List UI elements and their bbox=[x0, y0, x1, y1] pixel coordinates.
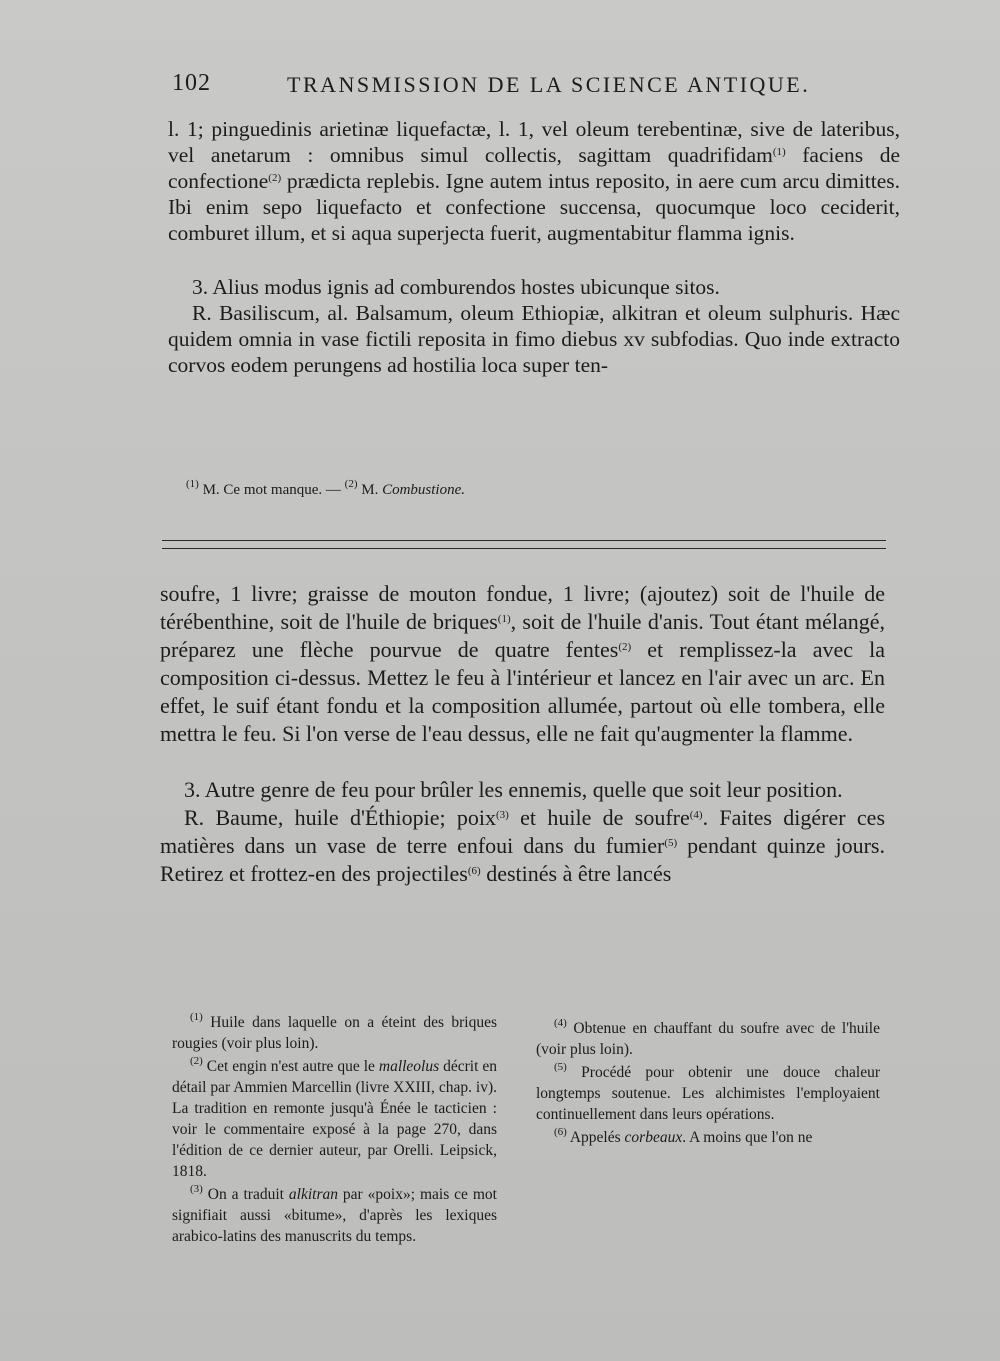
footnote-5: $^{(5)}$ Procédé pour obtenir une douce chaleur longtemps soutenue. Les alchimistes l'employaient continuellement dans leurs opérations. bbox=[536, 1061, 881, 1123]
latin-paragraph-2: 3. Alius modus ignis ad comburendos hostes ubicunque sitos. bbox=[192, 275, 720, 299]
footnote-3: $^{(3)}$ On a traduit alkitran par «poix»; mais ce mot signifiait aussi «bitume», d'après les lexiques arabico-latins des manuscrits du temps. bbox=[172, 1183, 497, 1245]
latin-paragraph-3: R. Basiliscum, al. Balsamum, oleum Ethiopiæ, alkitran et oleum sulphuris. Hæc quidem omnia in vase fictili reposita in fimo diebus xv subfodias. Quo inde extracto corvos eodem perungens ad hostilia loca super ten- bbox=[168, 301, 900, 377]
french-translation bbox=[160, 580, 885, 888]
footnote-ref: (3) bbox=[496, 809, 509, 821]
footnote-4: $^{(4)}$ Obtenue en chauffant du soufre avec de l'huile (voir plus loin). bbox=[536, 1017, 880, 1058]
latin-footnotes: $^{(1)}$ M. Ce mot manque. — $^{(2)}$ M. Combustione. bbox=[186, 478, 465, 498]
running-title: TRANSMISSION DE LA SCIENCE ANTIQUE. bbox=[287, 72, 811, 97]
footnote-ref: (5) bbox=[664, 837, 678, 849]
divider-rule bbox=[162, 548, 886, 549]
footnote-ref: (2) bbox=[268, 172, 282, 184]
footnotes-right-column bbox=[536, 1018, 880, 1150]
footnote-ref: (6) bbox=[467, 865, 481, 877]
latin-text bbox=[168, 116, 900, 378]
page-number: 102 bbox=[172, 70, 211, 96]
footnote-ref: (4) bbox=[689, 809, 703, 821]
page-header bbox=[172, 70, 812, 106]
footnotes-left-column bbox=[172, 1012, 497, 1249]
footnote-2: $^{(2)}$ Cet engin n'est autre que le malleolus décrit en détail par Ammien Marcellin (livre XXIII, chap. iv). La tradition en remonte jusqu'à Énée le tacticien : voir le commentaire exposé à la page 270, dans l'édition de ce dernier auteur, par Orelli. Leipsick, 1818. bbox=[172, 1055, 498, 1180]
footnote-ref: (1) bbox=[772, 146, 786, 158]
footnote-1: $^{(1)}$ Huile dans laquelle on a éteint des briques rougies (voir plus loin). bbox=[172, 1011, 498, 1052]
footnote-6: $^{(6)}$ Appelés corbeaux. A moins que l'on ne bbox=[554, 1126, 813, 1146]
latin-paragraph-1: l. 1; pinguedinis arietinæ liquefactæ, l. 1, vel oleum terebentinæ, sive de lateribus, vel anetarum : omnibus simul collectis, sagittam quadrifidam$^{(1)}$ faciens de confectione$^{(2)}$ prædicta replebis. Igne autem intus reposito, in aere cum arcu dimittes. Ibi enim sepo liquefacto et confectione succensa, quocumque loco ceciderit, comburet illum, et si aqua superjecta fuerit, augmentabitur flamma ignis. bbox=[168, 117, 900, 245]
french-paragraph-3: R. Baume, huile d'Éthiopie; poix$^{(3)}$ et huile de soufre$^{(4)}$. Faites digérer ces matières dans un vase de terre enfoui dans du fumier$^{(5)}$ pendant quinze jours. Retirez et frottez-en des projectiles$^{(6)}$ destinés à être lancés bbox=[160, 805, 886, 886]
footnote-ref: (2) bbox=[618, 641, 632, 653]
divider-rule bbox=[162, 540, 886, 541]
french-paragraph-1: soufre, 1 livre; graisse de mouton fondue, 1 livre; (ajoutez) soit de l'huile de térébenthine, soit de l'huile de briques$^{(1)}$, soit de l'huile d'anis. Tout étant mélangé, préparez une flèche pourvue de quatre fentes$^{(2)}$ et remplissez-la avec la composition ci-dessus. Mettez le feu à l'intérieur et lancez en l'air avec un arc. En effet, le suif étant fondu et la composition allumée, partout où elle tombera, elle mettra le feu. Si l'on verse de l'eau dessus, elle ne fait qu'augmenter la flamme. bbox=[160, 581, 885, 746]
footnote-ref: (1) bbox=[497, 613, 511, 625]
french-paragraph-2: 3. Autre genre de feu pour brûler les ennemis, quelle que soit leur position. bbox=[184, 777, 843, 802]
